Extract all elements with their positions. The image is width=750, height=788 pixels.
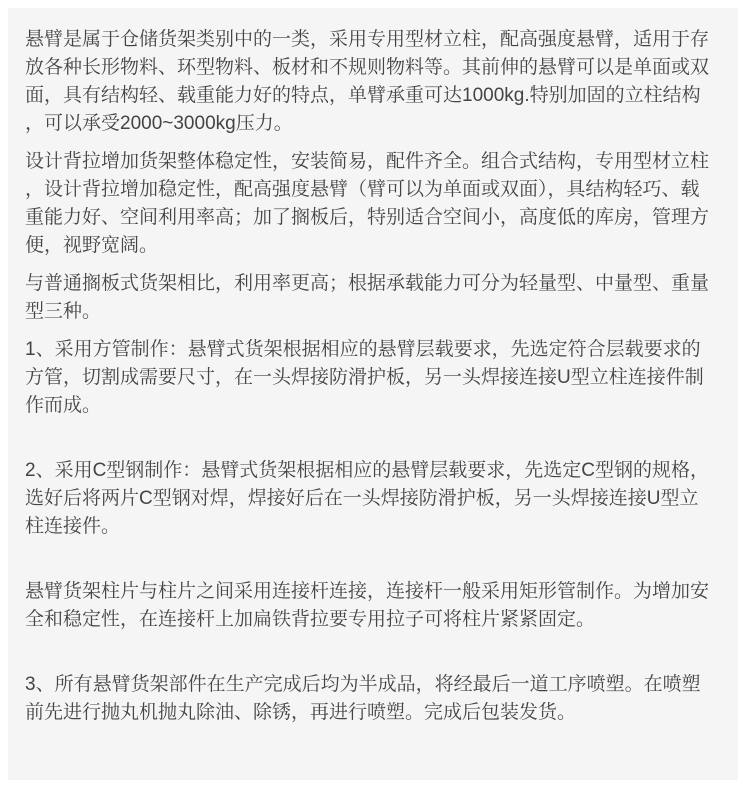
paragraph-comparison: 与普通搁板式货架相比，利用率更高；根据承载能力可分为轻量型、中量型、重量型三种。 [25, 273, 710, 322]
paragraph-overview: 悬臂是属于仓储货架类别中的一类，采用专用型材立柱，配高强度悬臂，适用于存放各种长形物料、环型物料、板材和不规则物料等。其前伸的悬臂可以是单面或双面，具有结构轻、载重能力好的特点，单臂承重可达1000kg.特别加固的立柱结构，可以承受2000~3000kg压力。 [25, 29, 710, 134]
paragraph-step-1-square-tube: 1、采用方管制作：悬臂式货架根据相应的悬臂层载要求，先选定符合层载要求的方管，切割成需要尺寸，在一头焊接防滑护板，另一头焊接连接U型立柱连接件制作而成。 [25, 339, 704, 416]
article-panel [8, 8, 738, 780]
paragraph-design-features: 设计背拉增加货架整体稳定性，安装简易，配件齐全。组合式结构，专用型材立柱，设计背拉增加稳定性，配高强度悬臂（臂可以为单面或双面），具结构轻巧、载重能力好、空间利用率高；加了搁板后，特别适合空间小，高度低的库房，管理方便，视野宽阔。 [25, 151, 710, 256]
paragraph-step-2-c-steel: 2、采用C型钢制作：悬臂式货架根据相应的悬臂层载要求，先选定C型钢的规格，选好后将两片C型钢对焊，焊接好后在一头焊接防滑护板，另一头焊接连接U型立柱连接件。 [25, 460, 710, 537]
paragraph-connector-rod: 悬臂货架柱片与柱片之间采用连接杆连接，连接杆一般采用矩形管制作。为增加安全和稳定性，在连接杆上加扁铁背拉要专用拉子可将柱片紧紧固定。 [25, 581, 710, 630]
paragraph-step-3-spray-coating: 3、所有悬臂货架部件在生产完成后均为半成品，将经最后一道工序喷塑。在喷塑前先进行抛丸机抛丸除油、除锈，再进行喷塑。完成后包装发货。 [25, 674, 701, 723]
